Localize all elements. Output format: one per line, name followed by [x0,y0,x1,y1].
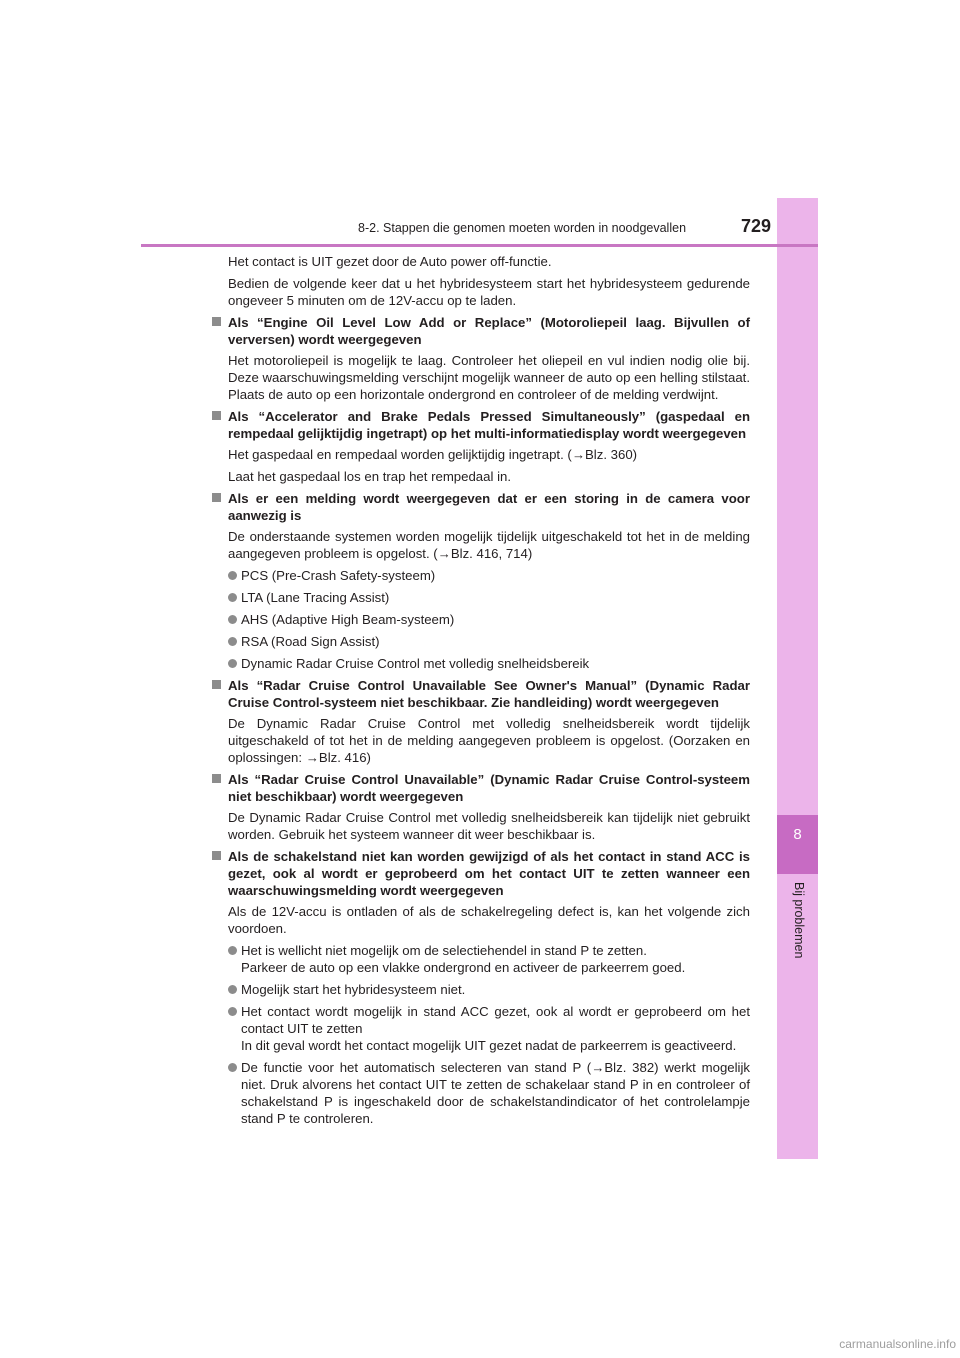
section-heading: Als “Radar Cruise Control Unavailable See Owner's Manual” (Dynamic Radar Cruise Control-systeem niet beschikbaar. Zie handleiding) wordt weergegeven [212,677,750,711]
section-header-title: 8-2. Stappen die genomen moeten worden in noodgevallen [358,221,687,235]
intro-paragraph: Bedien de volgende keer dat u het hybridesysteem start het hybridesysteem gedurende ongeveer 5 minuten om de 12V-accu op te laden. [228,276,750,308]
round-bullet-icon [228,615,237,624]
round-bullet-icon [228,985,237,994]
section [212,771,750,843]
round-bullet-icon [228,571,237,580]
section-paragraph: De Dynamic Radar Cruise Control met volledig snelheidsbereik kan tijdelijk niet gebruikt worden. Gebruik het systeem wanneer dit weer beschikbaar is. [228,810,750,842]
round-bullet-icon [228,659,237,668]
square-bullet-icon [212,317,221,326]
list-item: Het contact wordt mogelijk in stand ACC gezet, ook al wordt er geprobeerd om het contact UIT te zetten In dit geval wordt het contact mogelijk UIT gezet nadat de parkeerrem is geactiveerd. [228,1003,750,1054]
section [212,677,750,766]
square-bullet-icon [212,774,221,783]
round-bullet-icon [228,1007,237,1016]
section-paragraph: Als de 12V-accu is ontladen of als de schakelregeling defect is, kan het volgende zich voordoen. [228,904,750,936]
chapter-tab [777,815,818,874]
list-item: LTA (Lane Tracing Assist) [228,589,750,606]
side-strip [777,198,818,1159]
square-bullet-icon [212,680,221,689]
list-item: RSA (Road Sign Assist) [228,633,750,650]
list-item: De functie voor het automatisch selecteren van stand P (→Blz. 382) werkt mogelijk niet. Druk alvorens het contact UIT te zetten de schakelaar stand P in en controleer of schakelstand P is ingeschakeld door de schakelstandindicator of het controlelampje stand P te controleren. [228,1059,750,1127]
square-bullet-icon [212,493,221,502]
section [212,490,750,672]
page-number: 729 [740,216,771,236]
section [212,408,750,485]
header-divider [141,244,818,247]
section-heading: Als “Accelerator and Brake Pedals Pressed Simultaneously” (gaspedaal en rempedaal gelijktijdig ingetrapt) op het multi-informatiedisplay wordt weergegeven [212,408,750,442]
intro-paragraph: Het contact is UIT gezet door de Auto power off-functie. [228,254,552,269]
round-bullet-icon [228,946,237,955]
section-heading: Als de schakelstand niet kan worden gewijzigd of als het contact in stand ACC is gezet, ook al wordt er geprobeerd om het contact UIT te zetten wanneer een waarschuwingsmelding wordt weergegeven [212,848,750,899]
section [212,314,750,403]
round-bullet-icon [228,593,237,602]
section-heading: Als er een melding wordt weergegeven dat er een storing in de camera voor aanwezig is [212,490,750,524]
watermark: carmanualsonline.info [839,1337,956,1351]
square-bullet-icon [212,411,221,420]
section [212,848,750,1127]
list-item: AHS (Adaptive High Beam-systeem) [228,611,750,628]
square-bullet-icon [212,851,221,860]
section-paragraph: De Dynamic Radar Cruise Control met volledig snelheidsbereik wordt tijdelijk uitgeschakeld of tot het in de melding aangegeven probleem is opgelost. (Oorzaken en oplossingen: →Blz. 416) [228,716,750,765]
round-bullet-icon [228,1063,237,1072]
list-item: Dynamic Radar Cruise Control met volledig snelheidsbereik [228,655,750,672]
chapter-number: 8 [793,826,802,843]
chapter-label: Bij problemen [792,882,806,959]
list-item: PCS (Pre-Crash Safety-systeem) [228,567,750,584]
section-paragraph: Het motoroliepeil is mogelijk te laag. Controleer het oliepeil en vul indien nodig olie bij. Deze waarschuwingsmelding verschijnt mogelijk wanneer de auto op een helling stilstaat. Plaats de auto op een horizontale ondergrond en controleer of de melding verdwijnt. [228,353,750,402]
page-content [212,253,750,1132]
section-heading: Als “Radar Cruise Control Unavailable” (Dynamic Radar Cruise Control-systeem niet beschikbaar) wordt weergegeven [212,771,750,805]
section-paragraph: Het gaspedaal en rempedaal worden gelijktijdig ingetrapt. (→Blz. 360) [228,447,638,462]
section-paragraph: De onderstaande systemen worden mogelijk tijdelijk uitgeschakeld tot het in de melding aangegeven probleem is opgelost. (→Blz. 416, 714) [228,529,750,561]
round-bullet-icon [228,637,237,646]
section-heading: Als “Engine Oil Level Low Add or Replace” (Motoroliepeil laag. Bijvullen of verversen) wordt weergegeven [212,314,750,348]
section-paragraph: Laat het gaspedaal los en trap het rempedaal in. [228,469,511,484]
list-item: Het is wellicht niet mogelijk om de selectiehendel in stand P te zetten. Parkeer de auto op een vlakke ondergrond en activeer de parkeerrem goed. [228,942,750,976]
list-item: Mogelijk start het hybridesysteem niet. [228,981,750,998]
